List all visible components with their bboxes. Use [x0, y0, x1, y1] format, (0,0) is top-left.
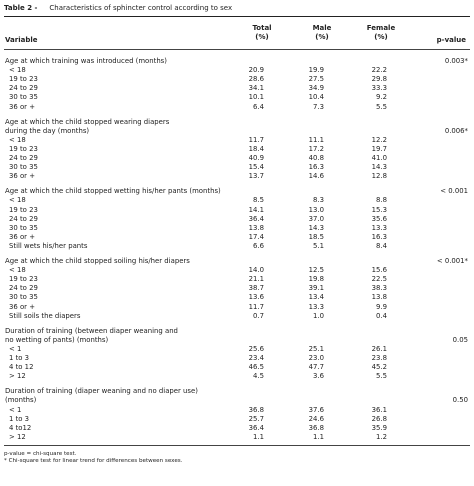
row-label: 19 to 23 — [9, 205, 38, 214]
table-row — [0, 433, 474, 442]
total-value: 11.7 — [248, 302, 264, 311]
section-title: (months) — [5, 396, 37, 405]
female-value: 5.5 — [376, 102, 387, 111]
footnote: * Chi-square test for linear trend for differences between sexes. — [4, 457, 183, 464]
row-label: 19 to 23 — [9, 75, 38, 84]
row-label: 19 to 23 — [9, 144, 38, 153]
p-value: 0.05 — [452, 335, 468, 344]
table-row — [0, 242, 474, 251]
table-row — [0, 154, 474, 163]
female-value: 22.5 — [371, 275, 387, 284]
total-value: 40.9 — [248, 154, 264, 162]
section-title-row — [0, 127, 474, 136]
female-value: 15.6 — [371, 266, 387, 275]
row-label: 36 or + — [9, 232, 35, 241]
female-value: 9.9 — [376, 302, 387, 311]
section-title: Duration of training (diaper weaning and no diaper use) — [5, 387, 198, 396]
table-row — [0, 93, 474, 102]
total-value: 36.4 — [248, 214, 264, 223]
table-row — [0, 103, 474, 112]
total-value: 14.1 — [248, 205, 264, 214]
male-value: 25.1 — [308, 344, 324, 353]
female-value: 23.8 — [371, 354, 387, 362]
section-title-row — [0, 336, 474, 345]
table-row — [0, 84, 474, 93]
row-label: 24 to 29 — [9, 214, 38, 223]
section-title: no wetting of pants) (months) — [5, 335, 109, 344]
total-value: 23.4 — [248, 354, 264, 362]
table-row — [0, 233, 474, 242]
female-value: 38.3 — [371, 284, 387, 293]
male-value: 40.8 — [308, 154, 324, 162]
row-label: 36 or + — [9, 172, 35, 181]
female-value: 29.8 — [371, 75, 387, 84]
male-value: 47.7 — [308, 363, 324, 372]
female-value: 41.0 — [371, 154, 387, 162]
female-value: 26.8 — [371, 414, 387, 423]
section-title-row — [0, 57, 474, 66]
male-value: 13.3 — [308, 302, 324, 311]
total-value: 13.7 — [248, 172, 264, 181]
male-value: 37.0 — [308, 214, 324, 223]
table-row — [0, 75, 474, 84]
row-label: < 18 — [9, 196, 26, 205]
table-row — [0, 145, 474, 154]
female-value: 14.3 — [371, 163, 387, 172]
female-value: 12.8 — [371, 172, 387, 181]
total-value: 13.8 — [248, 223, 264, 232]
footnote: p-value = chi-square test. — [4, 450, 77, 457]
male-value: 7.3 — [313, 102, 324, 111]
row-label: < 1 — [9, 405, 22, 414]
row-label: 1 to 3 — [9, 414, 30, 423]
p-value: 0.006* — [444, 126, 468, 135]
total-value: 6.4 — [253, 102, 264, 111]
row-label: 24 to 29 — [9, 154, 38, 162]
male-value: 36.8 — [308, 423, 324, 432]
row-label: < 18 — [9, 66, 26, 75]
header-total: Total (%) — [252, 24, 272, 41]
table-caption — [4, 4, 232, 12]
table-row — [0, 275, 474, 284]
row-label: < 18 — [9, 135, 26, 144]
row-label: 1 to 3 — [9, 354, 30, 362]
row-label: 30 to 35 — [9, 163, 38, 172]
total-value: 13.6 — [248, 293, 264, 302]
section-title-row — [0, 396, 474, 405]
total-value: 46.5 — [248, 363, 264, 372]
table-row — [0, 354, 474, 363]
total-value: 4.5 — [253, 372, 264, 381]
male-value: 3.6 — [313, 372, 324, 381]
p-value: 0.50 — [452, 396, 468, 405]
bottom-rule — [4, 445, 470, 446]
row-label: > 12 — [9, 372, 26, 381]
section-title: Age at which the child stopped wearing diapers — [5, 117, 170, 126]
male-value: 27.5 — [308, 75, 324, 84]
total-value: 21.1 — [248, 275, 264, 284]
male-value: 12.5 — [308, 266, 324, 275]
row-label: 24 to 29 — [9, 84, 38, 93]
row-label: 30 to 35 — [9, 223, 38, 232]
female-value: 12.2 — [371, 135, 387, 144]
section-title-row — [0, 118, 474, 127]
female-value: 9.2 — [376, 93, 387, 102]
row-label: 4 to12 — [9, 423, 32, 432]
total-value: 10.1 — [248, 93, 264, 102]
table-label: Table 2 - — [4, 4, 38, 12]
female-value: 19.7 — [371, 144, 387, 153]
total-value: 11.7 — [248, 135, 264, 144]
p-value: 0.003* — [444, 57, 468, 65]
table-row — [0, 363, 474, 372]
female-value: 5.5 — [376, 372, 387, 381]
section-title: Duration of training (between diaper weaning and — [5, 326, 178, 335]
male-value: 39.1 — [308, 284, 324, 293]
total-value: 25.6 — [248, 344, 264, 353]
male-value: 14.3 — [308, 223, 324, 232]
total-value: 0.7 — [253, 311, 264, 320]
table-row — [0, 172, 474, 181]
male-value: 18.5 — [308, 232, 324, 241]
row-label: 30 to 35 — [9, 93, 38, 102]
table-row — [0, 312, 474, 321]
row-label: 36 or + — [9, 102, 35, 111]
table-row — [0, 372, 474, 381]
row-label: 4 to 12 — [9, 363, 34, 372]
male-value: 10.4 — [308, 93, 324, 102]
female-value: 36.1 — [371, 405, 387, 414]
section-title-row — [0, 187, 474, 196]
male-value: 17.2 — [308, 144, 324, 153]
table-row — [0, 163, 474, 172]
female-value: 35.6 — [371, 214, 387, 223]
table-row — [0, 284, 474, 293]
section-title: during the day (months) — [5, 126, 90, 135]
male-value: 14.6 — [308, 172, 324, 181]
male-value: 19.8 — [308, 275, 324, 284]
section-title-row — [0, 387, 474, 396]
table-row — [0, 406, 474, 415]
male-value: 19.9 — [308, 66, 324, 75]
row-label: 30 to 35 — [9, 293, 38, 302]
header-variable: Variable — [5, 36, 38, 44]
row-label: < 1 — [9, 344, 22, 353]
male-value: 13.0 — [308, 205, 324, 214]
total-value: 18.4 — [248, 144, 264, 153]
table-row — [0, 303, 474, 312]
female-value: 45.2 — [371, 363, 387, 372]
male-value: 34.9 — [308, 84, 324, 93]
top-rule — [4, 16, 470, 17]
female-value: 22.2 — [371, 66, 387, 75]
table-row — [0, 196, 474, 205]
row-label: Still wets his/her pants — [9, 241, 88, 250]
total-value: 20.9 — [248, 66, 264, 75]
total-value: 14.0 — [248, 266, 264, 275]
male-value: 11.1 — [308, 135, 324, 144]
total-value: 36.4 — [248, 423, 264, 432]
section-title-row — [0, 327, 474, 336]
table-row — [0, 224, 474, 233]
male-value: 13.4 — [308, 293, 324, 302]
section-title: Age at which the child stopped soiling his/her diapers — [5, 257, 190, 265]
total-value: 28.6 — [248, 75, 264, 84]
male-value: 24.6 — [308, 414, 324, 423]
female-value: 15.3 — [371, 205, 387, 214]
male-value: 5.1 — [313, 241, 324, 250]
female-value: 26.1 — [371, 344, 387, 353]
total-value: 8.5 — [253, 196, 264, 205]
male-value: 16.3 — [308, 163, 324, 172]
male-value: 1.1 — [313, 432, 324, 441]
female-value: 8.4 — [376, 241, 387, 250]
row-label: 19 to 23 — [9, 275, 38, 284]
table-row — [0, 415, 474, 424]
female-value: 13.8 — [371, 293, 387, 302]
section-title-row — [0, 257, 474, 266]
total-value: 25.7 — [248, 414, 264, 423]
female-value: 35.9 — [371, 423, 387, 432]
table-row — [0, 66, 474, 75]
female-value: 8.8 — [376, 196, 387, 205]
header-male: Male (%) — [312, 24, 332, 41]
header-rule — [4, 49, 470, 50]
p-value: < 0.001 — [440, 187, 468, 196]
table-row — [0, 266, 474, 275]
female-value: 16.3 — [371, 232, 387, 241]
female-value: 13.3 — [371, 223, 387, 232]
table-title: Characteristics of sphincter control according to sex — [49, 4, 233, 12]
total-value: 34.1 — [248, 84, 264, 93]
table-row — [0, 293, 474, 302]
table-row — [0, 424, 474, 433]
male-value: 8.3 — [313, 196, 324, 205]
row-label: Still soils the diapers — [9, 311, 81, 320]
total-value: 1.1 — [253, 432, 264, 441]
total-value: 17.4 — [248, 232, 264, 241]
total-value: 6.6 — [253, 241, 264, 250]
total-value: 36.8 — [248, 405, 264, 414]
header-female: Female (%) — [366, 24, 396, 41]
header-pvalue: p-value — [436, 36, 466, 44]
male-value: 1.0 — [313, 311, 324, 320]
section-title: Age at which the child stopped wetting his/her pants (months) — [5, 187, 221, 196]
female-value: 33.3 — [371, 84, 387, 93]
male-value: 37.6 — [308, 405, 324, 414]
total-value: 38.7 — [248, 284, 264, 293]
row-label: < 18 — [9, 266, 26, 275]
male-value: 23.0 — [308, 354, 324, 362]
table-row — [0, 206, 474, 215]
row-label: 36 or + — [9, 302, 35, 311]
row-label: > 12 — [9, 432, 26, 441]
total-value: 15.4 — [248, 163, 264, 172]
female-value: 0.4 — [376, 311, 387, 320]
table-row — [0, 136, 474, 145]
female-value: 1.2 — [376, 432, 387, 441]
section-title: Age at which training was introduced (months) — [5, 57, 167, 65]
row-label: 24 to 29 — [9, 284, 38, 293]
p-value: < 0.001* — [436, 257, 468, 265]
table-row — [0, 345, 474, 354]
table-row — [0, 215, 474, 224]
